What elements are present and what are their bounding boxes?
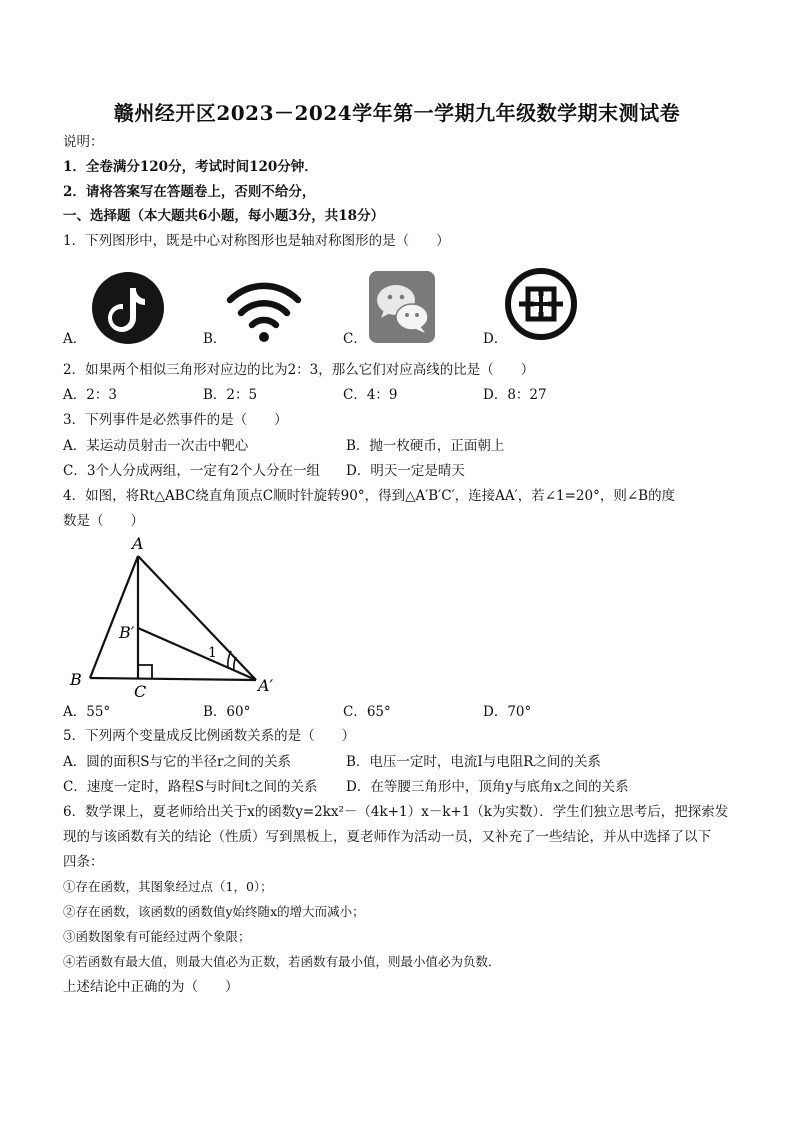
question-4-option-a: A．55°: [63, 704, 111, 720]
question-6-question: 上述结论中正确的为（ ）: [63, 979, 239, 995]
question-4-option-d: D．70°: [483, 704, 532, 720]
question-2-option-a: A．2：3: [63, 387, 117, 403]
wifi-symbol-icon: [226, 278, 302, 344]
question-6-statement-4: ④若函数有最大值，则最大值必为正数，若函数有最小值，则最小值必为负数．: [63, 954, 501, 969]
question-1-option-c: C．: [343, 331, 367, 347]
tiktok-logo-icon: [90, 270, 166, 346]
instructions-heading: 说明：: [63, 134, 104, 150]
question-1-option-a: A．: [63, 331, 87, 347]
question-4-stem-line-2: 数是（ ）: [63, 513, 144, 529]
question-2-option-d: D．8：27: [483, 387, 547, 403]
question-1-option-d: D．: [483, 331, 508, 347]
question-5-stem: 5．下列两个变量成反比例函数关系的是（ ）: [63, 728, 356, 744]
figure-label-a-prime: A′: [258, 676, 274, 695]
page-title: 赣州经开区2023－2024学年第一学期九年级数学期末测试卷: [113, 101, 681, 125]
question-1-option-b: B．: [203, 331, 227, 347]
question-4-stem-line-1: 4．如图，将Rt△ABC绕直角顶点C顺时针旋转90°，得到△A′B′C′，连接AA′，若∠1=20°，则∠B的度: [63, 488, 676, 504]
question-5-option-b: B．电压一定时，电流I与电阻R之间的关系: [346, 754, 601, 770]
figure-label-c: C: [134, 682, 147, 700]
figure-label-b-prime: B′: [119, 623, 135, 642]
question-5-option-c: C．速度一定时，路程S与时间t之间的关系: [63, 779, 318, 795]
question-2-option-b: B．2：5: [203, 387, 258, 403]
question-6-stem-line-2: 现的与该函数有关的结论（性质）写到黑板上，夏老师作为活动一员，又补充了一些结论，并从中选择了以下: [63, 829, 711, 845]
question-3-option-a: A．某运动员射击一次击中靶心: [63, 438, 249, 454]
question-3-option-b: B．抛一枚硬币，正面朝上: [346, 438, 505, 454]
question-6-statement-1: ①存在函数，其图象经过点（1，0）；: [63, 879, 273, 894]
question-3-option-d: D．明天一定是晴天: [346, 463, 465, 479]
question-2-stem: 2．如果两个相似三角形对应边的比为2：3，那么它们对应高线的比是（ ）: [63, 362, 535, 378]
question-6-statement-2: ②存在函数，该函数的函数值y始终随x的增大而减小；: [63, 904, 365, 919]
question-3-stem: 3．下列事件是必然事件的是（ ）: [63, 412, 288, 428]
question-3-option-c: C．3个人分成两组，一定有2个人分在一组: [63, 463, 321, 479]
question-6-stem-line-3: 四条：: [63, 854, 104, 870]
figure-angle-label: 1: [208, 645, 217, 661]
wechat-logo-icon: [368, 270, 436, 344]
instruction-item-2: 2．请将答案写在答题卷上，否则不给分，: [63, 184, 316, 200]
question-2-option-c: C．4：9: [343, 387, 398, 403]
question-4-option-c: C．65°: [343, 704, 391, 720]
section-heading: 一、选择题（本大题共6小题，每小题3分，共18分）: [63, 208, 385, 224]
figure-label-b: B: [70, 670, 82, 689]
question-6-statement-3: ③函数图象有可能经过两个象限；: [63, 929, 251, 944]
figure-label-a: A: [132, 534, 144, 553]
question-4-option-b: B．60°: [203, 704, 251, 720]
question-1-stem: 1．下列图形中，既是中心对称图形也是轴对称图形的是（ ）: [63, 233, 450, 249]
question-5-option-a: A．圆的面积S与它的半径r之间的关系: [63, 754, 291, 770]
question-4-figure: [62, 530, 292, 700]
question-6-stem-line-1: 6．数学课上，夏老师给出关于x的函数y=2kx²－（4k+1）x－k+1（k为实数）．学生们独立思考后，把探索发: [63, 804, 729, 820]
question-5-option-d: D．在等腰三角形中，顶角y与底角x之间的关系: [346, 779, 629, 795]
icbc-logo-icon: [505, 268, 577, 340]
instruction-item-1: 1．全卷满分120分，考试时间120分钟．: [63, 159, 318, 175]
